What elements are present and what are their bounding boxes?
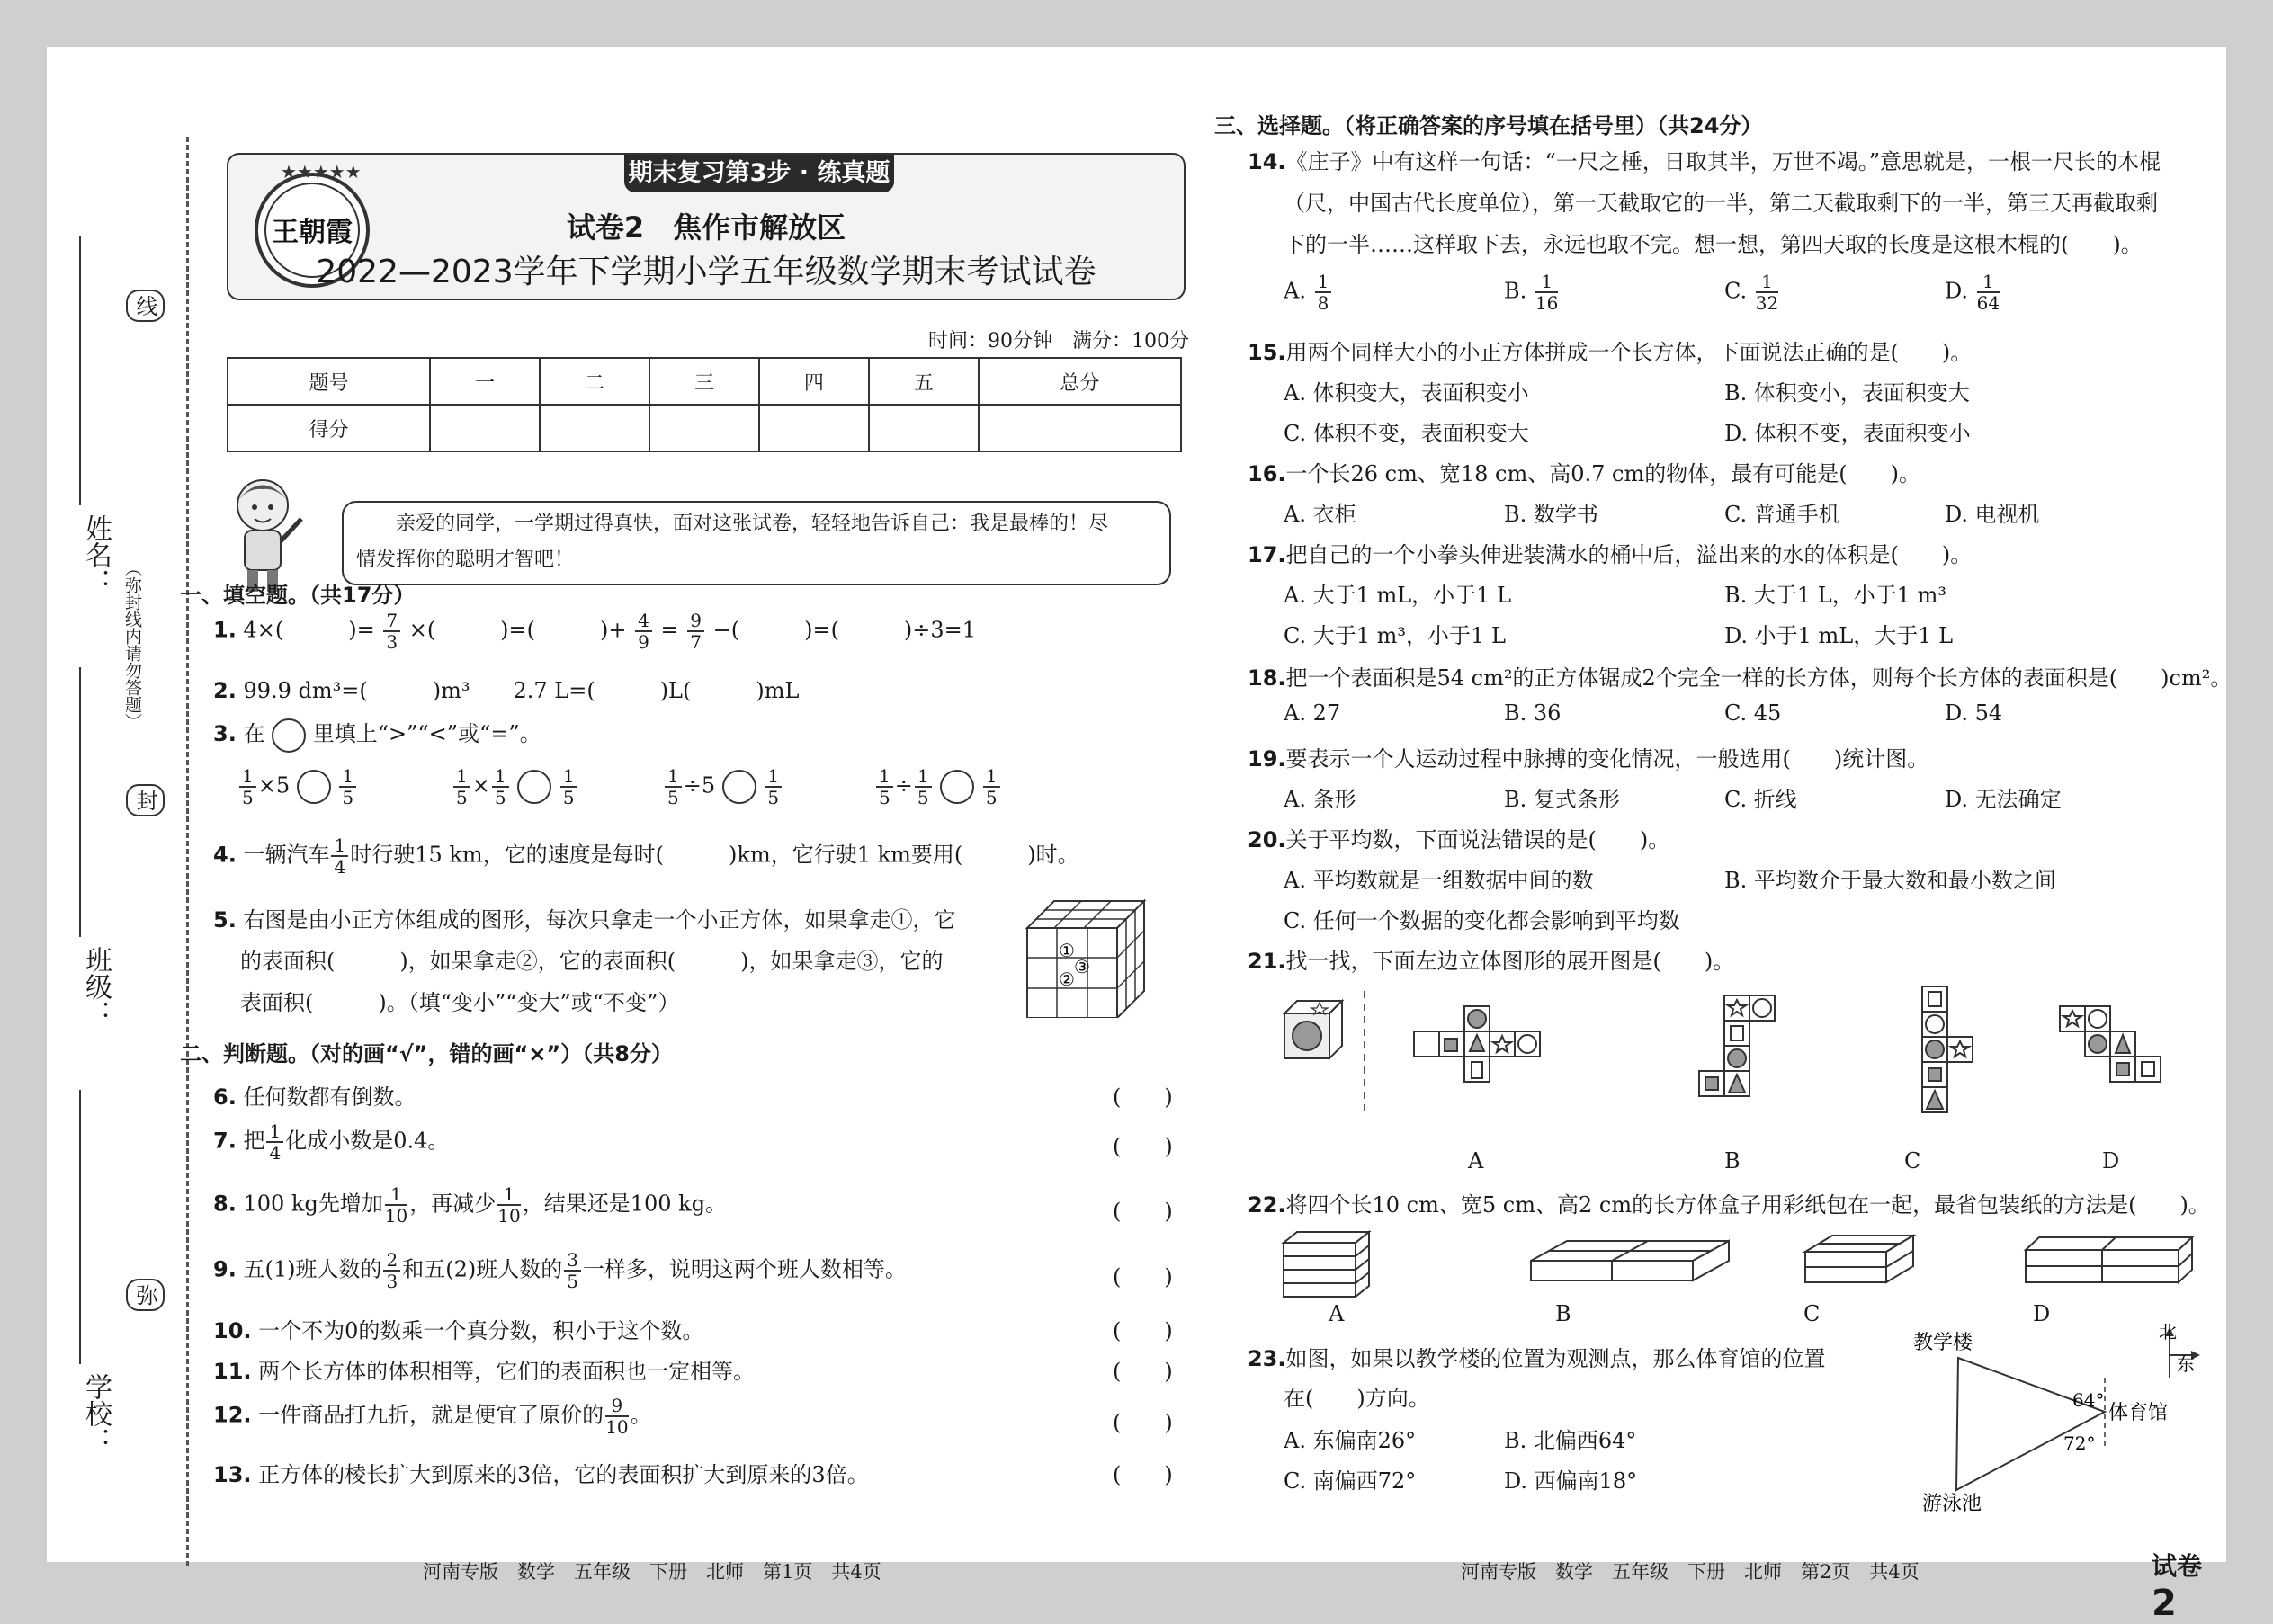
option[interactable]: A. 条形: [1284, 787, 1356, 812]
option[interactable]: C. 南偏西72°: [1284, 1468, 1417, 1494]
option[interactable]: A. $\frac{1}{8}$: [1284, 272, 1333, 313]
question-5: [213, 899, 955, 1023]
speech-bubble: [342, 501, 1171, 585]
net-a: [1414, 1006, 1540, 1082]
side-mi: 弥: [126, 1279, 165, 1311]
side-feng: 封: [126, 784, 165, 816]
score-value-row: [228, 405, 1181, 451]
box-packing-figure: [1279, 1225, 2269, 1306]
q-text: =: [660, 617, 679, 643]
question-number: 1.: [213, 617, 237, 643]
score-cell[interactable]: [869, 405, 979, 451]
option[interactable]: D. 无法确定: [1945, 787, 2062, 812]
option[interactable]: B. $\frac{1}{16}$: [1504, 271, 1559, 314]
fraction: $\frac{9}{7}$: [687, 611, 704, 652]
q-text: 一辆汽车: [243, 842, 330, 868]
net-b: [1699, 995, 1775, 1096]
question-11: 11. 两个长方体的体积相等，它们的表面积也一定相等。: [213, 1359, 756, 1384]
compare-item: $\frac{1}{5}$ ÷5 $\frac{1}{5}$: [663, 766, 783, 808]
cube-mark-2: ②: [1059, 968, 1075, 990]
score-label-cell: 得分: [228, 405, 430, 451]
option[interactable]: B. 北偏西64°: [1504, 1428, 1637, 1453]
cube-mark-3: ③: [1074, 956, 1090, 977]
option[interactable]: C. 普通手机: [1724, 502, 1840, 527]
binding-line: [186, 137, 189, 1566]
net-d: [2060, 1006, 2161, 1082]
score-head-cell: 四: [759, 358, 869, 405]
name-label: 姓名：: [80, 514, 112, 595]
answer-paren[interactable]: ( ): [1113, 1084, 1173, 1110]
map-label-gym: 体育馆: [2108, 1402, 2169, 1424]
score-cell[interactable]: [430, 405, 540, 451]
option[interactable]: C. 45: [1724, 700, 1782, 726]
question-15: 15.用两个同样大小的小正方体拼成一个长方体，下面说法正确的是( )。: [1248, 340, 1973, 365]
question-8: 8. 100 kg先增加 $\frac{1}{10}$ ，再减少 $\frac{1}{10}$ ，结果还是100 kg。: [213, 1183, 728, 1227]
option[interactable]: A. 衣柜: [1284, 502, 1356, 527]
option[interactable]: C. 大于1 m³，小于1 L: [1284, 623, 1506, 648]
side-xian: 线: [126, 290, 165, 322]
score-head-cell: 二: [540, 358, 649, 405]
pack-c: [1805, 1236, 1913, 1282]
pack-b: [1531, 1241, 1729, 1280]
cube-mark-1: ①: [1059, 940, 1075, 961]
question-number: 4.: [213, 842, 237, 868]
q-text: 表面积( )。（填“变小”“变大”或“不变”）: [240, 990, 680, 1015]
q-text: −( )=( )÷3=1: [712, 617, 977, 643]
option[interactable]: A. 体积变大，表面积变小: [1284, 380, 1529, 406]
paper-badge: 试卷 2: [2152, 1551, 2203, 1624]
question-4: 4. 一辆汽车 $\frac{1}{4}$ 时行驶15 km，它的速度是每时( )km，它行驶1 km要用( )时。: [213, 834, 1079, 878]
pack-label-a[interactable]: A: [1329, 1301, 1345, 1326]
paper-subtitle: 2022—2023学年下学期小学五年级数学期末考试试卷: [316, 254, 1096, 290]
map-angle-72: 72°: [2063, 1432, 2096, 1454]
section-choice-title: 三、选择题。（将正确答案的序号填在括号里）（共24分）: [1214, 113, 1763, 138]
q-text: 4×( )=: [243, 617, 375, 643]
score-cell[interactable]: [759, 405, 869, 451]
question-19: 19.要表示一个人运动过程中脉搏的变化情况，一般选用( )统计图。: [1248, 746, 1929, 772]
option[interactable]: D. 体积不变，表面积变小: [1724, 421, 1971, 446]
score-cell[interactable]: [649, 405, 759, 451]
cube-figure: [1018, 892, 1153, 1018]
direction-map: [1873, 1324, 2215, 1512]
fraction: $\frac{7}{3}$: [383, 611, 400, 652]
score-head-cell: 题号: [228, 358, 430, 405]
pack-a: [1284, 1232, 1369, 1297]
question-number: 5.: [213, 907, 237, 932]
map-label-north: 北: [2159, 1324, 2177, 1343]
net-label-a[interactable]: A: [1468, 1148, 1484, 1173]
header-box: [227, 153, 1186, 300]
header-tab: 期末复习第3步 · 练真题: [624, 155, 894, 192]
q-text: 在: [243, 721, 265, 746]
section-judge-title: 二、判断题。（对的画“√”，错的画“×”）（共8分）: [180, 1041, 673, 1066]
question-number: 2.: [213, 678, 237, 703]
question-14: 14.《庄子》中有这样一句话：“一尺之棰，日取其半，万世不竭。”意思就是，一根一尺长的木棍 （尺，中国古代长度单位），第一天截取它的一半，第二天截取剩下的一半，第三天再截取剩 下的一半……这样取下去，永远也取不完。想一想，第四天取的长度是这根木棍的( )。: [1248, 149, 2161, 257]
pack-d: [2026, 1237, 2192, 1282]
option[interactable]: D. 电视机: [1945, 502, 2040, 527]
option[interactable]: D. 小于1 mL，大于1 L: [1724, 623, 1954, 648]
option[interactable]: B. 大于1 L，小于1 m³: [1724, 583, 1947, 608]
boy-mascot-illustration: [213, 469, 321, 595]
logo-text: 王朝霞: [272, 217, 353, 248]
question-18: 18.把一个表面积是54 cm²的正方体锯成2个完全一样的长方体，则每个长方体的表面积是( )cm²。: [1248, 665, 2233, 691]
q-text: ×( )=( )+: [408, 617, 627, 643]
option[interactable]: B. 复式条形: [1504, 787, 1620, 812]
name-field[interactable]: [79, 236, 81, 505]
q-text: 99.9 dm³=( )m³ 2.7 L=( )L( )mL: [243, 678, 800, 703]
map-label-east: 东: [2177, 1353, 2195, 1375]
side-note: （弥封线内请勿答题）: [122, 559, 142, 730]
answer-circle[interactable]: [940, 770, 974, 804]
school-field[interactable]: [79, 1090, 81, 1364]
score-head-cell: 一: [430, 358, 540, 405]
answer-paren[interactable]: ( ): [1113, 1199, 1173, 1224]
map-label-school: 教学楼: [1913, 1332, 1973, 1354]
question-22: 22.将四个长10 cm、宽5 cm、高2 cm的长方体盒子用彩纸包在一起，最省包装纸的方法是( )。: [1248, 1192, 2210, 1218]
q-text: 右图是由小正方体组成的图形，每次只拿走一个小正方体，如果拿走①，它: [243, 907, 956, 932]
score-header-row: [228, 358, 1181, 405]
answer-paren[interactable]: ( ): [1113, 1410, 1173, 1435]
footer-right: 河南专版 数学 五年级 下册 北师 第2页 共4页: [1461, 1561, 1920, 1583]
map-label-pool: 游泳池: [1922, 1493, 1982, 1512]
answer-paren[interactable]: ( ): [1113, 1318, 1173, 1343]
question-9: 9. 五(1)班人数的 $\frac{2}{3}$ 和五(2)班人数的 $\frac{3}{5}$ 一样多，说明这两个班人数相等。: [213, 1249, 907, 1292]
option[interactable]: A. 平均数就是一组数据中间的数: [1284, 868, 1594, 893]
map-angle-64: 64°: [2072, 1389, 2105, 1411]
question-10: 10. 一个不为0的数乘一个真分数，积小于这个数。: [213, 1318, 704, 1343]
score-cell[interactable]: [540, 405, 649, 451]
svg-text:★★★★★: ★★★★★: [281, 161, 362, 183]
q-text: 里填上“>”“<”或“=”。: [312, 721, 541, 746]
option[interactable]: A. 大于1 mL，小于1 L: [1284, 583, 1512, 608]
score-head-cell: 三: [649, 358, 759, 405]
option[interactable]: D. 西偏南18°: [1504, 1468, 1638, 1494]
score-head-cell: 五: [869, 358, 979, 405]
answer-circle[interactable]: [297, 770, 331, 804]
class-label: 班级：: [80, 946, 112, 1027]
q-text: 时行驶15 km，它的速度是每时( )km，它行驶1 km要用( )时。: [350, 842, 1079, 868]
question-3: [213, 716, 541, 753]
option[interactable]: D. $\frac{1}{64}$: [1945, 271, 2000, 314]
option[interactable]: C. 任何一个数据的变化都会影响到平均数: [1284, 908, 1680, 933]
exam-meta: 时间：90分钟 满分：100分: [928, 330, 1189, 352]
answer-paren[interactable]: ( ): [1113, 1264, 1173, 1289]
answer-circle[interactable]: [517, 770, 551, 804]
answer-paren[interactable]: ( ): [1113, 1462, 1173, 1487]
question-16: 16.一个长26 cm、宽18 cm、高0.7 cm的物体，最有可能是( )。: [1248, 461, 1920, 486]
net-label-d[interactable]: D: [2102, 1148, 2120, 1173]
option[interactable]: D. 54: [1945, 700, 2003, 726]
question-21: 21.找一找，下面左边立体图形的展开图是( )。: [1248, 949, 1735, 974]
footer-left: 河南专版 数学 五年级 下册 北师 第1页 共4页: [423, 1561, 881, 1583]
pack-label-c[interactable]: C: [1803, 1301, 1821, 1326]
net-label-c[interactable]: C: [1904, 1148, 1921, 1173]
question-23: 23.如图，如果以教学楼的位置为观测点，那么体育馆的位置 在( )方向。: [1248, 1346, 1826, 1411]
score-table: [227, 357, 1182, 452]
fraction: $\frac{4}{9}$: [635, 611, 652, 652]
question-2: [213, 673, 799, 704]
question-6: 6. 任何数都有倒数。: [213, 1084, 416, 1110]
score-head-cell: 总分: [979, 358, 1181, 405]
compare-item: $\frac{1}{5}$ × $\frac{1}{5}$ $\frac{1}{5}$: [452, 766, 579, 808]
option[interactable]: A. 27: [1284, 700, 1341, 726]
question-7: 7. 把 $\frac{1}{4}$ 化成小数是0.4。: [213, 1120, 450, 1164]
question-number: 3.: [213, 721, 237, 746]
question-12: 12. 一件商品打九折，就是便宜了原价的 $\frac{9}{10}$ 。: [213, 1395, 652, 1438]
blank-circle-icon: [272, 718, 306, 753]
option[interactable]: C. 体积不变，表面积变大: [1284, 421, 1529, 446]
option[interactable]: A. 东偏南26°: [1284, 1428, 1417, 1453]
cube-nets-figure: [1279, 986, 2269, 1148]
paper-title: 试卷2 焦作市解放区: [566, 210, 846, 245]
option[interactable]: B. 平均数介于最大数和最小数之间: [1724, 868, 2056, 893]
net-c: [1922, 986, 1973, 1112]
q-text: 的表面积( )，如果拿走②，它的表面积( )，如果拿走③，它的: [240, 949, 944, 974]
score-cell[interactable]: [979, 405, 1181, 451]
question-13: 13. 正方体的棱长扩大到原来的3倍，它的表面积扩大到原来的3倍。: [213, 1462, 869, 1487]
option[interactable]: B. 体积变小，表面积变大: [1724, 380, 1970, 406]
question-20: 20.关于平均数，下面说法错误的是( )。: [1248, 827, 1670, 852]
pack-label-b[interactable]: B: [1555, 1301, 1571, 1326]
bubble-line: 情发挥你的聪明才智吧！: [356, 549, 575, 571]
pack-label-d[interactable]: D: [2033, 1301, 2051, 1326]
net-label-b[interactable]: B: [1724, 1148, 1741, 1173]
bubble-line: 亲爱的同学，一学期过得真快，面对这张试卷，轻轻地告诉自己：我是最棒的！尽: [396, 513, 1109, 535]
section-fill-title: 一、填空题。（共17分）: [180, 583, 416, 608]
question-17: 17.把自己的一个小拳头伸进装满水的桶中后，溢出来的水的体积是( )。: [1248, 542, 1973, 567]
school-label: 学校：: [80, 1373, 112, 1454]
exam-sheet: [47, 47, 2233, 1624]
option[interactable]: B. 36: [1504, 700, 1562, 726]
class-field[interactable]: [79, 667, 81, 937]
answer-circle[interactable]: [722, 770, 756, 804]
answer-paren[interactable]: ( ): [1113, 1134, 1173, 1159]
question-1: [213, 611, 976, 652]
option[interactable]: C. 折线: [1724, 787, 1797, 812]
option[interactable]: B. 数学书: [1504, 502, 1598, 527]
option[interactable]: C. $\frac{1}{32}$: [1724, 271, 1779, 314]
compare-item: $\frac{1}{5}$ ÷ $\frac{1}{5}$ $\frac{1}{5}$: [874, 766, 1002, 808]
answer-paren[interactable]: ( ): [1113, 1359, 1173, 1384]
solid-cube: [1284, 1001, 1342, 1058]
compare-item: $\frac{1}{5}$ ×5 $\frac{1}{5}$: [237, 766, 358, 808]
